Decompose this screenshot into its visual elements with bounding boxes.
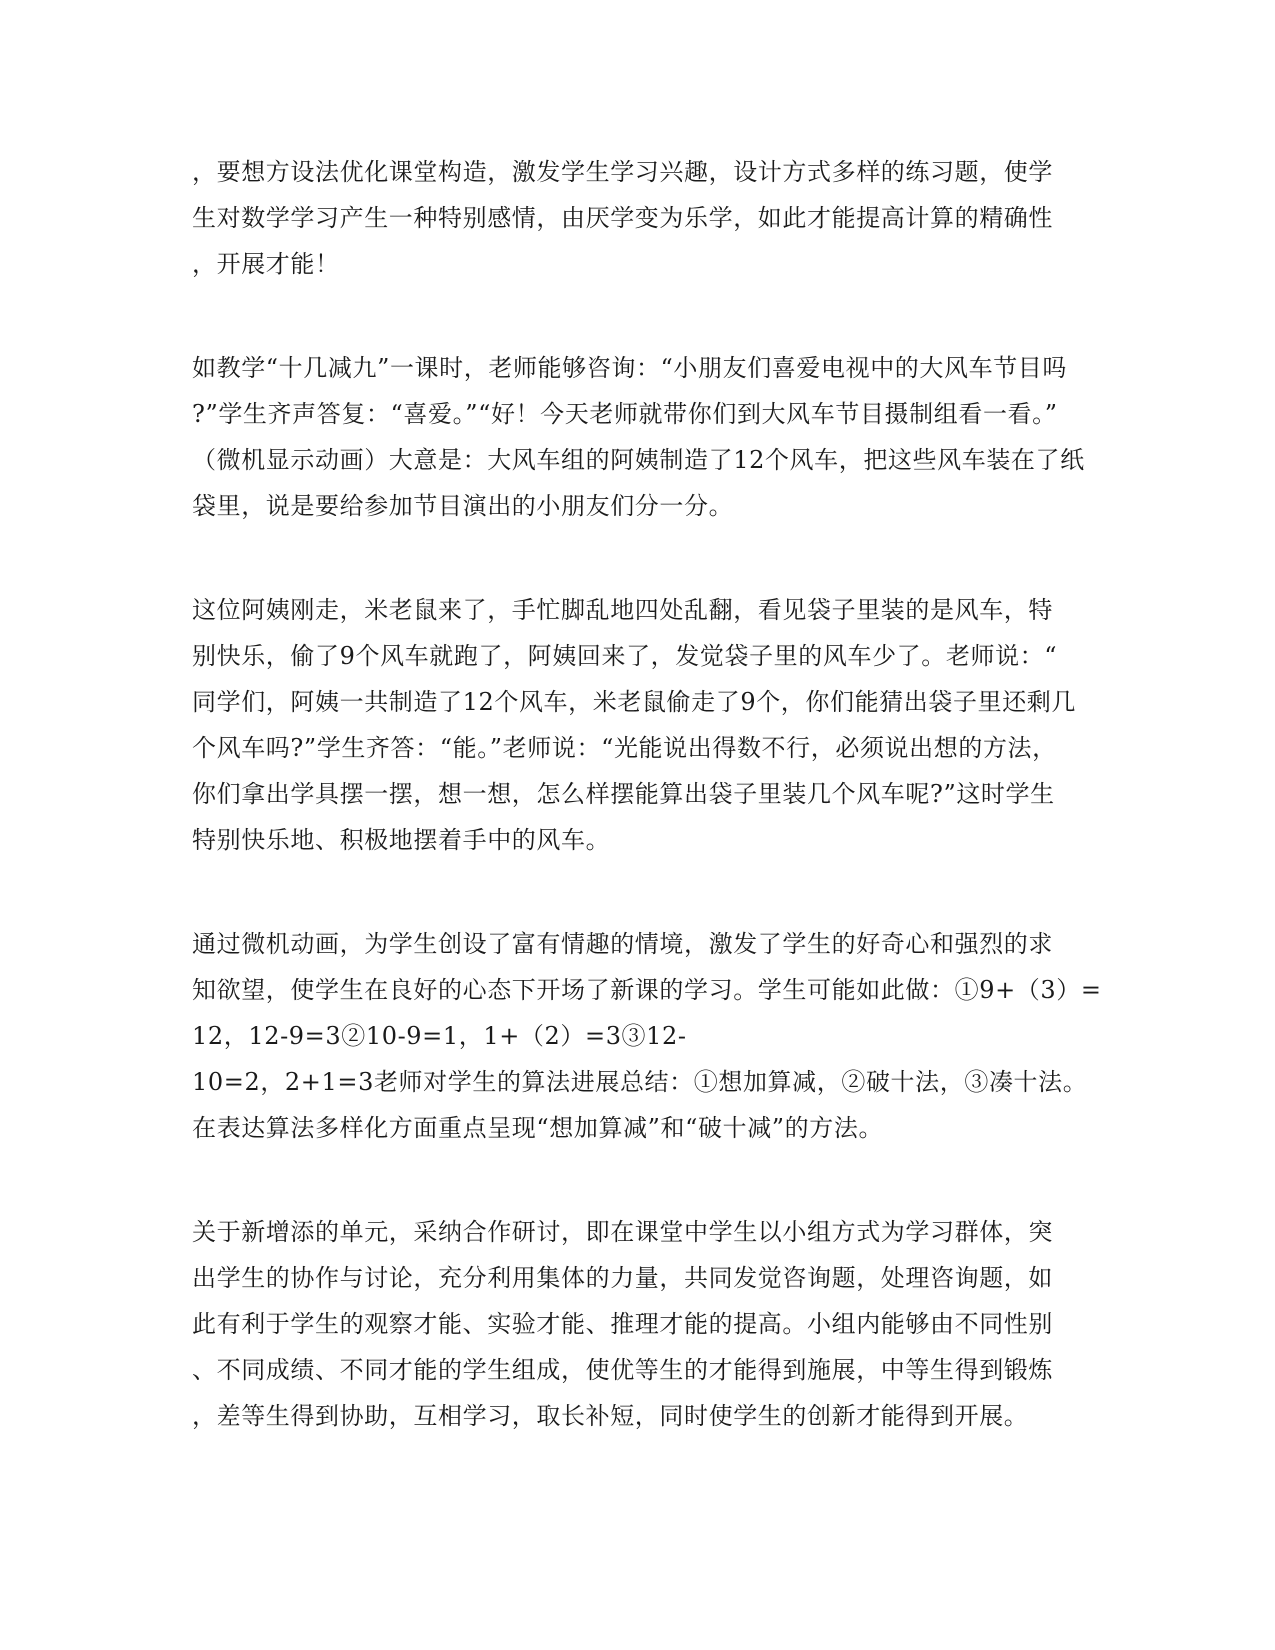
text-line: 、不同成绩、不同才能的学生组成，使优等生的才能得到施展，中等生得到锻炼	[192, 1356, 1053, 1384]
text-line: 关于新增添的单元，采纳合作研讨，即在课堂中学生以小组方式为学习群体，突	[192, 1218, 1053, 1246]
text-line: 同学们，阿姨一共制造了12个风车，米老鼠偷走了9个，你们能猜出袋子里还剩几	[192, 688, 1077, 716]
text-line: ，差等生得到协助，互相学习，取长补短，同时使学生的创新才能得到开展。	[192, 1402, 1029, 1430]
text-line: ，开展才能！	[192, 250, 340, 278]
text-line: 特别快乐地、积极地摆着手中的风车。	[192, 826, 611, 854]
text-line: 别快乐，偷了9个风车就跑了，阿姨回来了，发觉袋子里的风车少了。老师说：“	[192, 642, 1058, 670]
text-line: 如教学“十几减九”一课时，老师能够咨询：“小朋友们喜爱电视中的大风车节目吗	[192, 354, 1068, 382]
text-line: 个风车吗?”学生齐答：“能。”老师说：“光能说出得数不行，必须说出想的方法，	[192, 734, 1057, 762]
text-line: 生对数学学习产生一种特别感情，由厌学变为乐学，如此才能提高计算的精确性	[192, 204, 1053, 232]
text-line: 10=2，2+1=3老师对学生的算法进展总结：①想加算减，②破十法，③凑十法。	[192, 1068, 1088, 1096]
text-line: 知欲望，使学生在良好的心态下开场了新课的学习。学生可能如此做：①9+（3）=	[192, 976, 1102, 1004]
text-line: 此有利于学生的观察才能、实验才能、推理才能的提高。小组内能够由不同性别	[192, 1310, 1053, 1338]
text-line: 你们拿出学具摆一摆，想一想，怎么样摆能算出袋子里装几个风车呢?”这时学生	[192, 780, 1055, 808]
text-line: ，要想方设法优化课堂构造，激发学生学习兴趣，设计方式多样的练习题，使学	[192, 158, 1053, 186]
text-line: 这位阿姨刚走，米老鼠来了，手忙脚乱地四处乱翻，看见袋子里装的是风车，特	[192, 596, 1053, 624]
text-line: 12，12-9=3②10-9=1，1+（2）=3③12-	[192, 1022, 687, 1050]
text-line: 出学生的协作与讨论，充分利用集体的力量，共同发觉咨询题，处理咨询题，如	[192, 1264, 1053, 1292]
text-line: 袋里，说是要给参加节目演出的小朋友们分一分。	[192, 492, 734, 520]
text-line: 在表达算法多样化方面重点呈现“想加算减”和“破十减”的方法。	[192, 1114, 884, 1142]
text-line: （微机显示动画）大意是：大风车组的阿姨制造了12个风车，把这些风车装在了纸	[192, 446, 1085, 474]
text-line: 通过微机动画，为学生创设了富有情趣的情境，激发了学生的好奇心和强烈的求	[192, 930, 1053, 958]
text-line: ?”学生齐声答复：“喜爱。”“好！今天老师就带你们到大风车节目摄制组看一看。”	[192, 400, 1058, 428]
